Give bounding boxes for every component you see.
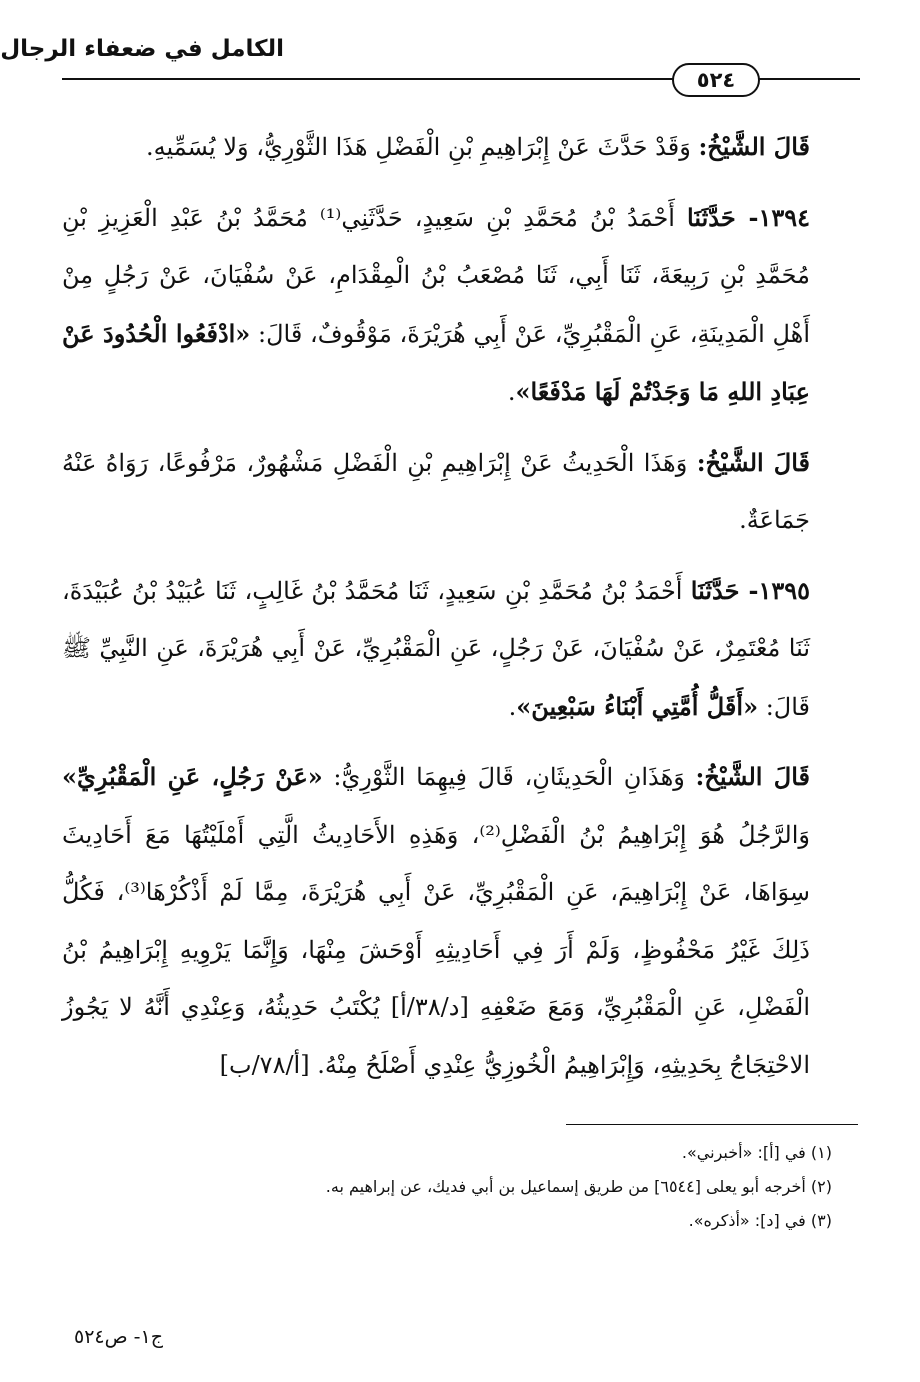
paragraph-text: وَقَدْ حَدَّثَ عَنْ إِبْرَاهِيمِ بْنِ الْفَضْلِ هَذَا الثَّوْرِيُّ، وَلا يُسَمِّيهِ. xyxy=(146,133,699,161)
isnad-text: أَحْمَدُ بْنُ مُحَمَّدِ بْنِ سَعِيدٍ، حَدَّثَنِي⁽¹⁾ مُحَمَّدُ بْنُ عَبْدِ الْعَزِيزِ بْنِ مُحَمَّدِ بْنِ رَبِيعَةَ، ثَنَا أَبِي، ثَنَا مُصْعَبُ بْنُ الْمِقْدَامِ، عَنْ سُفْيَانَ، عَنْ رَجُلٍ مِنْ أَهْلِ الْمَدِينَةِ، عَنِ الْمَقْبُرِيِّ، عَنْ أَبِي هُرَيْرَةَ، مَوْقُوفٌ، قَالَ: xyxy=(62,203,811,348)
quoted-phrase: «عَنْ رَجُلٍ، عَنِ الْمَقْبُرِيِّ» xyxy=(62,762,323,791)
paragraph-text: وَهَذَانِ الْحَدِيثَانِ، قَالَ فِيهِمَا الثَّوْرِيُّ: xyxy=(322,763,696,791)
hadith-matn: «ادْفَعُوا الْحُدُودَ عَنْ عِبَادِ اللهِ مَا وَجَدْتُمْ لَهَا مَدْفَعًا» xyxy=(62,318,810,406)
hadith-number: ١٣٩٤- xyxy=(735,202,810,232)
paragraph-text: وَهَذَا الْحَدِيثُ عَنْ إِبْرَاهِيمِ بْنِ الْفَضْلِ مَشْهُورٌ، مَرْفُوعًا، رَوَاهُ عَنْهُ جَمَاعَةٌ. xyxy=(62,448,810,534)
footnotes xyxy=(60,1136,832,1238)
footnote-1: (١) في [أ]: «أخبرني». xyxy=(681,1143,832,1162)
main-text xyxy=(62,118,810,1106)
footnote-3: (٣) في [د]: «أذكره». xyxy=(688,1211,832,1230)
hadith-matn: «أَقَلُّ أُمَّتِي أَبْنَاءُ سَبْعِينَ» xyxy=(516,691,759,721)
speaker-label: قَالَ الشَّيْخُ: xyxy=(696,447,811,477)
paragraph-sheikh-note-1 xyxy=(62,118,810,177)
paragraph-sheikh-note-3 xyxy=(62,748,810,1094)
haddathana-word: حَدَّثَنَا xyxy=(687,202,736,232)
page-number-badge: ٥٢٤ xyxy=(672,63,760,97)
running-book-title: الكامل في ضعفاء الرجال xyxy=(0,36,284,62)
hadith-1394 xyxy=(62,189,810,422)
footnote-2: (٢) أخرجه أبو يعلى [٦٥٤٤] من طريق إسماعيل بن أبي فديك، عن إبراهيم به. xyxy=(325,1177,832,1196)
speaker-label: قَالَ الشَّيْخُ: xyxy=(698,132,810,161)
paragraph-text-continued: وَالرَّجُلُ هُوَ إِبْرَاهِيمُ بْنُ الْفَضْلِ⁽²⁾، وَهَذِهِ الأَحَادِيثُ الَّتِي أَمْلَيْتُهَا مَعَ أَحَادِيثَ سِوَاهَا، عَنْ إِبْرَاهِيمَ، عَنِ الْمَقْبُرِيِّ، عَنْ أَبِي هُرَيْرَةَ، مِمَّا لَمْ أَذْكُرْهَا⁽³⁾، فَكُلُّ ذَلِكَ غَيْرُ مَحْفُوظٍ، وَلَمْ أَرَ فِي أَحَادِيثِهِ أَوْحَشَ مِنْهَا، وَإِنَّمَا يَرْوِيهِ إِبْرَاهِيمُ بْنُ الْفَضْلِ، عَنِ الْمَقْبُرِيِّ، وَمَعَ ضَعْفِهِ [د/٣٨/أ] يُكْتَبُ حَدِيثُهُ، وَعِنْدِي أَنَّهُ لا يَجُوزُ الاحْتِجَاجُ بِحَدِيثِهِ، وَإِبْرَاهِيمُ الْخُوزِيُّ عِنْدِي أَصْلَحُ مِنْهُ. [أ/٧٨/ب] xyxy=(62,820,810,1079)
volume-page-reference: ج١- ص٥٢٤ xyxy=(74,1326,163,1348)
isnad-text: أَحْمَدُ بْنُ مُحَمَّدِ بْنِ سَعِيدٍ، ثَنَا مُحَمَّدُ بْنُ غَالِبٍ، ثَنَا عُبَيْدُ بْنُ عُبَيْدَةَ، ثَنَا مُعْتَمِرٌ، عَنْ سُفْيَانَ، عَنْ رَجُلٍ، عَنِ الْمَقْبُرِيِّ، عَنْ أَبِي هُرَيْرَةَ، عَنِ النَّبِيِّ ﷺ قَالَ: xyxy=(62,576,810,721)
sentence-end: . xyxy=(508,692,517,721)
footnote-divider xyxy=(566,1124,858,1125)
sentence-end: . xyxy=(507,378,516,406)
haddathana-word: حَدَّثَنَا xyxy=(690,575,740,605)
paragraph-sheikh-note-2 xyxy=(62,434,810,550)
hadith-number: ١٣٩٥- xyxy=(739,575,810,605)
hadith-1395 xyxy=(62,562,810,737)
speaker-label: قَالَ الشَّيْخُ: xyxy=(695,762,811,791)
